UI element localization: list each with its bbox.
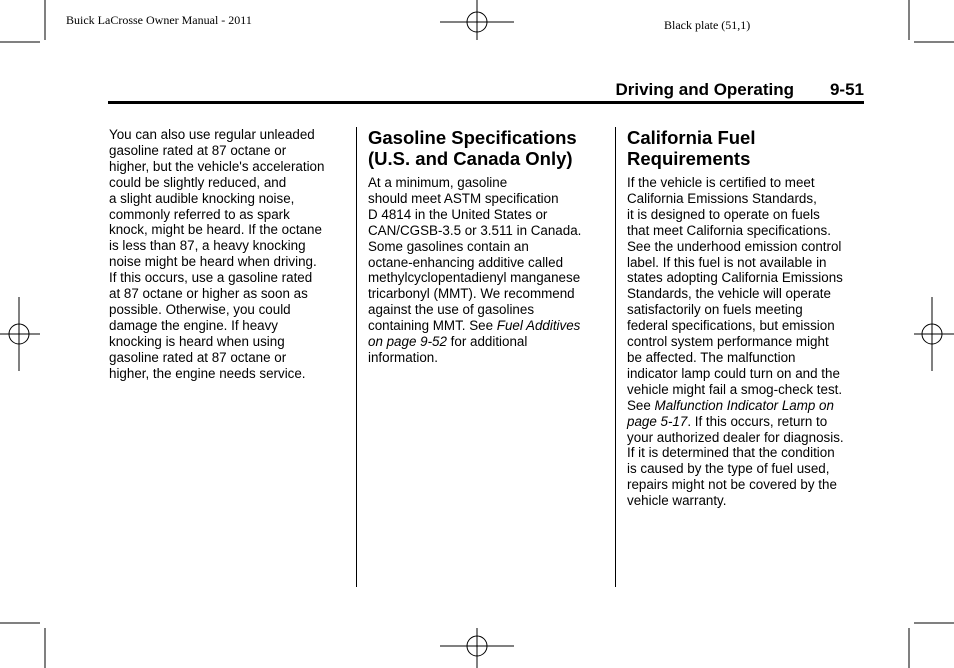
text-line: If it is determined that the condition xyxy=(627,445,835,461)
running-head xyxy=(108,80,864,100)
text-line: a slight audible knocking noise, xyxy=(109,190,295,206)
section-heading xyxy=(627,127,867,169)
text-line: is less than 87, a heavy knocking xyxy=(109,238,306,254)
text-line: federal specifications, but emission xyxy=(627,318,835,334)
text-line: your authorized dealer for diagnosis. xyxy=(627,429,844,445)
text-run: containing MMT. See xyxy=(368,318,497,334)
column-divider xyxy=(356,127,357,587)
text-line: states adopting California Emissions xyxy=(627,270,843,286)
text-line: damage the engine. If heavy xyxy=(109,317,278,333)
text-line: noise might be heard when driving. xyxy=(109,254,317,270)
text-run: for additional xyxy=(446,334,528,350)
heading-line: Requirements xyxy=(627,148,751,169)
header-rule xyxy=(108,101,864,104)
text-line: indicator lamp could turn on and the xyxy=(627,365,840,381)
text-line: higher, the engine needs service. xyxy=(109,365,306,381)
text-line xyxy=(368,334,606,350)
text-line: vehicle warranty. xyxy=(627,493,727,509)
plate-label: Black plate (51,1) xyxy=(664,18,751,32)
text-run: . If this occurs, return to xyxy=(687,413,828,429)
text-line: gasoline rated at 87 octane or xyxy=(109,142,287,158)
column-divider xyxy=(615,127,616,587)
text-run: See xyxy=(627,397,655,413)
text-line: repairs might not be covered by the xyxy=(627,477,837,493)
text-line: possible. Otherwise, you could xyxy=(109,301,291,317)
paragraph xyxy=(627,175,867,509)
column-3 xyxy=(627,127,867,509)
text-line: Standards, the vehicle will operate xyxy=(627,286,831,302)
text-line: be affected. The malfunction xyxy=(627,349,796,365)
heading-line: Gasoline Specifications xyxy=(368,127,577,148)
text-line: At a minimum, gasoline xyxy=(368,175,508,190)
text-line: higher, but the vehicle's acceleration xyxy=(109,158,325,174)
heading-line: California Fuel xyxy=(627,127,756,148)
text-line: should meet ASTM specification xyxy=(368,190,559,206)
column-1 xyxy=(109,127,349,382)
text-line: commonly referred to as spark xyxy=(109,206,290,222)
text-line: label. If this fuel is not available in xyxy=(627,254,827,270)
cross-reference-link[interactable]: on page 9-52 xyxy=(368,334,447,350)
column-2 xyxy=(368,127,606,366)
text-line: Some gasolines contain an xyxy=(368,238,529,254)
text-line: CAN/CGSB-3.5 or 3.511 in Canada. xyxy=(368,222,582,238)
text-line xyxy=(627,398,867,414)
text-line: octane-enhancing additive called xyxy=(368,254,564,270)
text-line: at 87 octane or higher as soon as xyxy=(109,286,308,302)
text-line: vehicle might fail a smog-check test. xyxy=(627,381,843,397)
section-heading xyxy=(368,127,606,169)
text-line: If this occurs, use a gasoline rated xyxy=(109,270,313,286)
text-line: See the underhood emission control xyxy=(627,238,842,254)
text-line: is caused by the type of fuel used, xyxy=(627,461,830,477)
heading-line: (U.S. and Canada Only) xyxy=(368,148,573,169)
page-number: 9-51 xyxy=(829,80,864,99)
cross-reference-link[interactable]: Fuel Additives xyxy=(496,318,581,334)
text-line: it is designed to operate on fuels xyxy=(627,206,820,222)
cross-reference-link[interactable]: page 5-17 xyxy=(627,413,688,429)
text-line xyxy=(627,414,867,430)
section-title: Driving and Operating xyxy=(615,80,794,99)
text-line: D 4814 in the United States or xyxy=(368,206,548,222)
paragraph xyxy=(368,175,606,366)
text-line: could be slightly reduced, and xyxy=(109,174,287,190)
text-line: If the vehicle is certified to meet xyxy=(627,175,815,190)
text-line xyxy=(368,318,606,334)
text-line: knock, might be heard. If the octane xyxy=(109,222,322,238)
text-line: against the use of gasolines xyxy=(368,302,535,318)
text-line: tricarbonyl (MMT). We recommend xyxy=(368,286,575,302)
text-line: information. xyxy=(368,349,438,365)
text-line: methylcyclopentadienyl manganese xyxy=(368,270,581,286)
text-line: control system performance might xyxy=(627,334,829,350)
document-title: Buick LaCrosse Owner Manual - 2011 xyxy=(66,13,252,27)
text-line: California Emissions Standards, xyxy=(627,190,817,206)
text-line: You can also use regular unleaded xyxy=(109,127,315,142)
text-line: that meet California specifications. xyxy=(627,222,831,238)
text-line: gasoline rated at 87 octane or xyxy=(109,349,287,365)
paragraph xyxy=(109,127,349,382)
cross-reference-link[interactable]: Malfunction Indicator Lamp on xyxy=(654,397,834,413)
text-line: satisfactorily on fuels meeting xyxy=(627,302,803,318)
text-line: knocking is heard when using xyxy=(109,333,285,349)
